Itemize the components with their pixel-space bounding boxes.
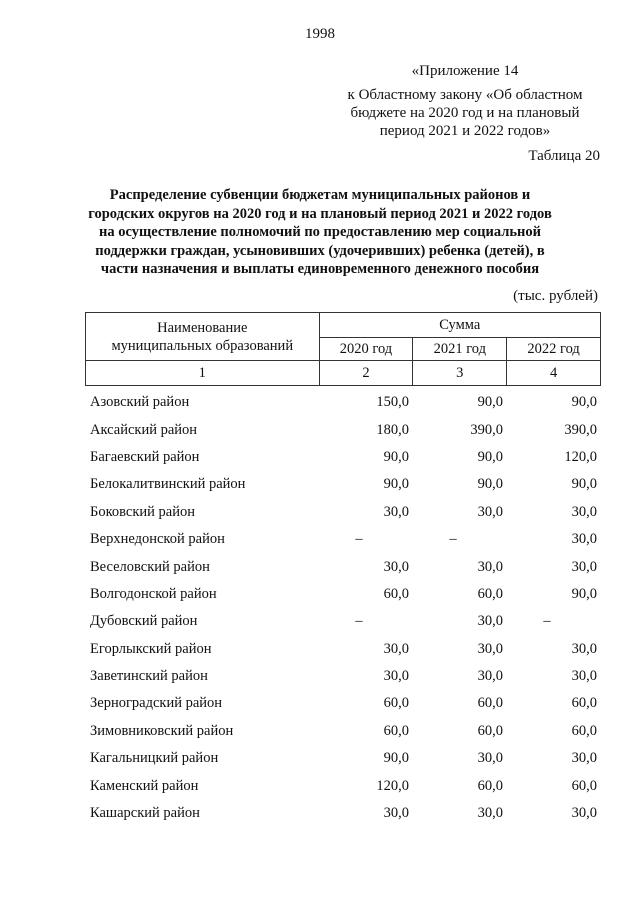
table-row [85,690,601,717]
appendix-line: «Приложение 14 [411,63,519,79]
amount-2020: 30,0 [383,640,409,657]
municipality-name: Каменский район [90,777,199,794]
amount-2021: 90,0 [477,476,503,493]
amount-2022: 30,0 [571,503,597,520]
municipality-name: Боковский район [90,503,195,520]
table-row [85,772,601,799]
amount-2020: – [355,531,363,548]
amount-2022: 60,0 [571,695,597,712]
column-number-2: 2 [319,361,413,386]
amount-2020: 90,0 [383,750,409,767]
amount-2021: 60,0 [477,777,503,794]
amount-2020: 30,0 [383,503,409,520]
municipality-name: Белокалитвинский район [90,476,246,493]
amount-2022: 390,0 [564,421,597,438]
amount-2022: 30,0 [571,531,597,548]
appendix-line: бюджете на 2020 год и на плановый [350,105,580,121]
municipality-name: Волгодонской район [90,585,217,602]
municipality-name: Егорлыкский район [90,640,212,657]
amount-2021: 30,0 [477,668,503,685]
column-number-3: 3 [413,361,507,386]
table-row [85,608,601,635]
amount-2022: 60,0 [571,777,597,794]
amount-2020: – [355,613,363,630]
amount-2022: 30,0 [571,805,597,822]
amount-2020: 30,0 [383,558,409,575]
amount-2022: 90,0 [571,585,597,602]
amount-2020: 30,0 [383,668,409,685]
table-row [85,471,601,498]
amount-2021: 60,0 [477,695,503,712]
municipality-name: Зерноградский район [90,695,223,712]
table-row [85,581,601,608]
table-row [85,444,601,471]
municipality-name: Кагальницкий район [90,750,219,767]
column-number-1: 1 [86,361,320,386]
table-row [85,800,601,827]
title-line: части назначения и выплаты единовременного денежного пособия [100,261,540,277]
amount-2021: 30,0 [477,558,503,575]
amount-2020: 150,0 [376,394,409,411]
amount-2021: 90,0 [477,448,503,465]
header-name-line: муниципальных образований [111,337,294,354]
amount-2021: 30,0 [477,640,503,657]
amount-2022: 90,0 [571,476,597,493]
amount-2021: 60,0 [477,722,503,739]
table-row [85,499,601,526]
table-row [85,663,601,690]
title-line: поддержки граждан, усыновивших (удочеривших) ребенка (детей), в [95,242,545,259]
municipality-name: Верхнедонской район [90,531,225,548]
amount-2022: 120,0 [564,448,597,465]
title-line: городских округов на 2020 год и на плановый период 2021 и 2022 годов [88,205,552,222]
title-line: Распределение субвенции бюджетам муниципальных районов и [109,187,531,203]
amount-2022: 90,0 [571,394,597,411]
table-row [85,526,601,553]
amount-2020: 90,0 [383,476,409,493]
amount-2020: 60,0 [383,722,409,739]
amount-2020: 60,0 [383,695,409,712]
amount-2021: 60,0 [477,585,503,602]
page-number: 1998 [305,26,335,42]
amount-2021: 30,0 [477,805,503,822]
column-number-4: 4 [507,361,601,386]
table-number: Таблица 20 [528,148,600,164]
appendix-note [330,62,600,140]
amount-2021: 390,0 [470,421,503,438]
amount-2020: 30,0 [383,805,409,822]
table-body [85,389,601,827]
amount-2021: 30,0 [477,613,503,630]
amount-2022: – [543,613,551,630]
appendix-line: к Областному закону «Об областном [347,87,583,103]
amount-2020: 60,0 [383,585,409,602]
table-row [85,416,601,443]
amount-2021: 90,0 [477,394,503,411]
amount-2022: 30,0 [571,558,597,575]
amount-2021: 30,0 [477,503,503,520]
amount-2022: 60,0 [571,722,597,739]
amount-2022: 30,0 [571,640,597,657]
municipality-name: Дубовский район [90,613,198,630]
document-title [70,186,570,279]
amount-2021: 30,0 [477,750,503,767]
table-row [85,636,601,663]
title-line: на осуществление полномочий по предоставлению мер социальной [99,224,541,240]
header-year-2021: 2021 год [413,338,507,361]
table-row [85,745,601,772]
header-name-cell [86,313,320,361]
amount-2020: 120,0 [376,777,409,794]
amount-2020: 90,0 [383,448,409,465]
municipality-name: Зимовниковский район [90,722,234,739]
municipality-name: Кашарский район [90,805,200,822]
table-row [85,553,601,580]
amount-2022: 30,0 [571,668,597,685]
amount-2020: 180,0 [376,421,409,438]
municipality-name: Азовский район [90,394,190,411]
municipality-name: Багаевский район [90,448,200,465]
header-year-2020: 2020 год [319,338,413,361]
municipality-name: Заветинский район [90,668,208,685]
header-name-line: Наименование [157,319,248,336]
table-row [85,718,601,745]
table-row [85,389,601,416]
header-year-2022: 2022 год [507,338,601,361]
header-sum-cell: Сумма [319,313,600,338]
table-header [85,312,601,386]
municipality-name: Веселовский район [90,558,210,575]
municipality-name: Аксайский район [90,421,198,438]
appendix-line: период 2021 и 2022 годов» [379,123,551,139]
amount-2022: 30,0 [571,750,597,767]
amount-2021: – [449,531,457,548]
unit-label: (тыс. рублей) [513,288,598,304]
